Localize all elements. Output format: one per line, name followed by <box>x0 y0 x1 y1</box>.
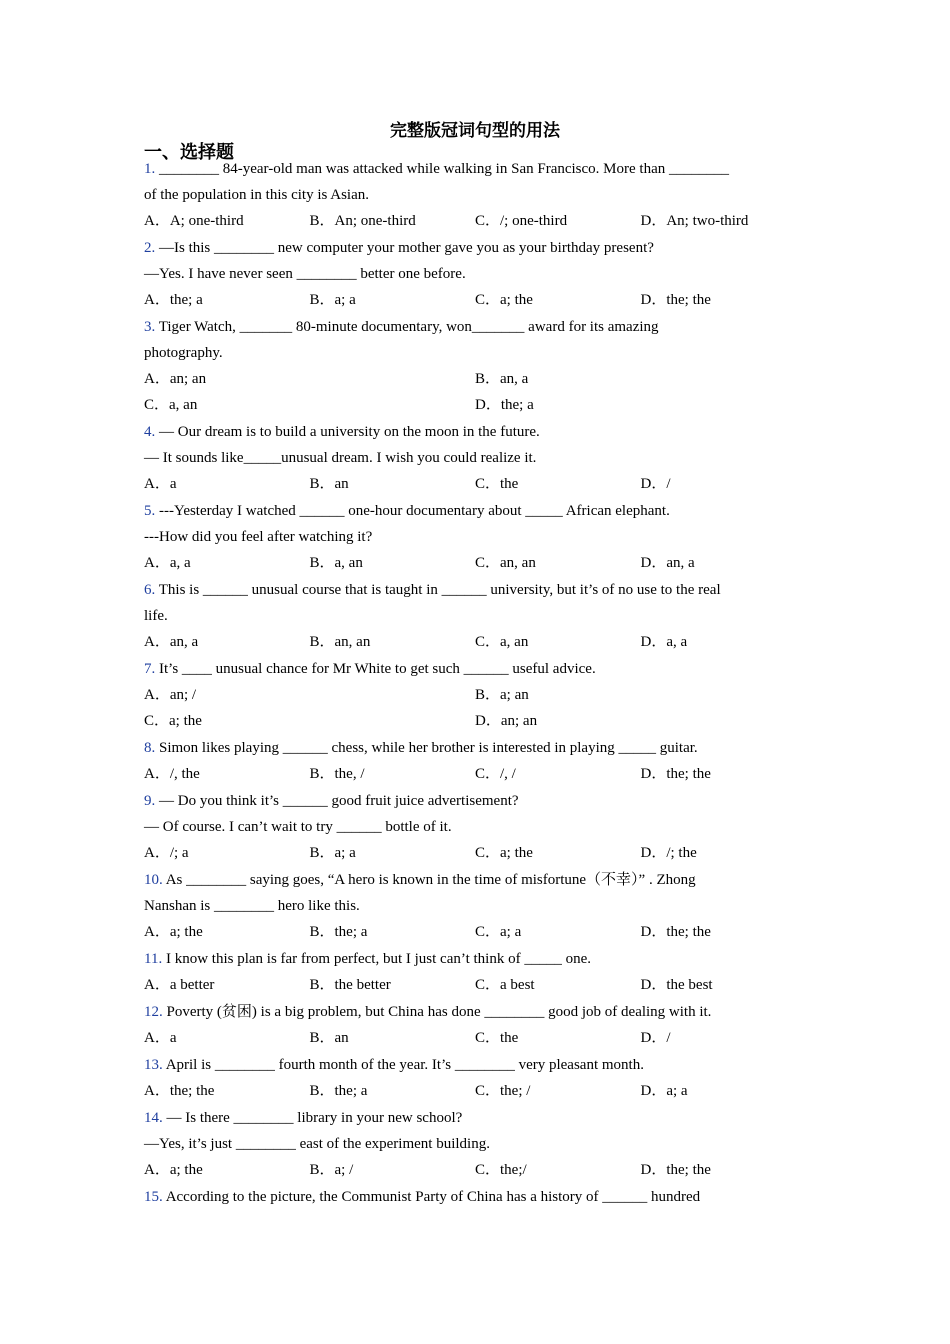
answer-option[interactable]: C．a; the <box>475 845 533 861</box>
question-text: It’s ____ unusual chance for Mr White to get such ______ useful advice. <box>159 661 596 677</box>
question-text: life. <box>144 608 168 624</box>
answer-option[interactable]: D．the; a <box>475 397 534 413</box>
question-text: photography. <box>144 345 223 361</box>
answer-option[interactable]: D．the; the <box>640 766 711 782</box>
answer-option[interactable]: A．an; an <box>144 371 207 387</box>
answer-option[interactable]: C．/, / <box>475 766 516 782</box>
question-item <box>144 419 808 498</box>
answer-option[interactable]: B．an, a <box>475 371 529 387</box>
question-stem <box>144 498 808 524</box>
question-stem <box>144 1105 808 1131</box>
answer-option[interactable]: C．the;/ <box>475 1162 527 1178</box>
answer-options <box>144 708 808 734</box>
answer-option[interactable]: D．/ <box>640 476 671 492</box>
answer-option[interactable]: A．an, a <box>144 634 199 650</box>
page-title: 完整版冠词句型的用法 <box>390 121 560 140</box>
answer-option[interactable]: C．/; one-third <box>475 213 568 229</box>
question-text: of the population in this city is Asian. <box>144 187 369 203</box>
answer-option[interactable]: D．/; the <box>640 845 697 861</box>
question-text: ________ 84-year-old man was attacked while walking in San Francisco. More than ________ <box>159 161 729 177</box>
answer-option[interactable]: D．an, a <box>640 555 695 571</box>
answer-option[interactable]: D．/ <box>640 1030 671 1046</box>
question-number: 14. <box>144 1110 163 1126</box>
answer-options <box>144 471 808 497</box>
question-stem-continued <box>144 524 808 550</box>
answer-option[interactable]: A．the; a <box>144 292 203 308</box>
answer-option[interactable]: D．the best <box>640 977 713 993</box>
question-text: — Our dream is to build a university on the moon in the future. <box>159 424 540 440</box>
question-stem-continued <box>144 893 808 919</box>
answer-option[interactable]: B．the better <box>309 977 391 993</box>
answer-options <box>144 1025 808 1051</box>
question-text: I know this plan is far from perfect, but I just can’t think of _____ one. <box>165 951 591 967</box>
question-text: — Is there ________ library in your new school? <box>166 1110 463 1126</box>
question-item <box>144 235 808 314</box>
question-item <box>144 1052 808 1105</box>
question-item <box>144 1184 808 1211</box>
question-stem <box>144 156 808 182</box>
question-stem <box>144 867 808 893</box>
question-number: 6. <box>144 582 156 598</box>
answer-option[interactable]: C．the <box>475 1030 519 1046</box>
question-item <box>144 577 808 656</box>
answer-option[interactable]: A．a, a <box>144 555 191 571</box>
question-text: Tiger Watch, _______ 80-minute documentary, won_______ award for its amazing <box>158 319 659 335</box>
answer-options <box>144 840 808 866</box>
question-text: As ________ saying goes, “A hero is known in the time of misfortune（不幸）” . Zhong <box>165 872 696 888</box>
answer-option[interactable]: C．a, an <box>144 397 198 413</box>
answer-options <box>144 392 808 418</box>
answer-options <box>144 629 808 655</box>
question-text: — Do you think it’s ______ good fruit juice advertisement? <box>159 793 519 809</box>
question-text: Poverty (贫困) is a big problem, but China has done ________ good job of dealing with it. <box>166 1004 712 1020</box>
question-item <box>144 498 808 577</box>
answer-option[interactable]: C．a; the <box>144 713 202 729</box>
question-number: 15. <box>144 1189 163 1205</box>
question-number: 4. <box>144 424 156 440</box>
answer-option[interactable]: D．An; two-third <box>640 213 749 229</box>
answer-option[interactable]: D．the; the <box>640 292 711 308</box>
question-stem <box>144 999 808 1025</box>
answer-option[interactable]: A．a better <box>144 977 215 993</box>
question-stem <box>144 235 808 261</box>
question-item <box>144 946 808 999</box>
answer-options <box>144 208 808 234</box>
question-stem <box>144 946 808 972</box>
question-number: 12. <box>144 1004 163 1020</box>
answer-option[interactable]: B．an, an <box>309 634 371 650</box>
answer-option[interactable]: D．a; a <box>640 1083 688 1099</box>
answer-option[interactable]: C．a, an <box>475 634 529 650</box>
question-text: Nanshan is ________ hero like this. <box>144 898 360 914</box>
question-text: — It sounds like_____unusual dream. I wish you could realize it. <box>144 450 537 466</box>
question-text: ---Yesterday I watched ______ one-hour documentary about _____ African elephant. <box>159 503 670 519</box>
answer-option[interactable]: D．an; an <box>475 713 538 729</box>
question-item <box>144 656 808 735</box>
answer-option[interactable]: B．the; a <box>309 924 368 940</box>
answer-option[interactable]: D．the; the <box>640 1162 711 1178</box>
answer-option[interactable]: B．An; one-third <box>309 213 416 229</box>
answer-option[interactable]: B．a; a <box>309 292 356 308</box>
question-number: 5. <box>144 503 156 519</box>
answer-options <box>144 682 808 708</box>
question-text: According to the picture, the Communist Party of China has a history of ______ hundred <box>165 1189 701 1205</box>
answer-option[interactable]: B．the; a <box>309 1083 368 1099</box>
question-text: —Yes. I have never seen ________ better one before. <box>144 266 466 282</box>
question-stem <box>144 788 808 814</box>
answer-options <box>144 550 808 576</box>
question-text: — Of course. I can’t wait to try ______ bottle of it. <box>144 819 452 835</box>
answer-option[interactable]: C．a; the <box>475 292 533 308</box>
answer-option[interactable]: A．a <box>144 1030 177 1046</box>
answer-option[interactable]: D．a, a <box>640 634 688 650</box>
answer-option[interactable]: B．a; / <box>309 1162 354 1178</box>
question-stem <box>144 735 808 761</box>
answer-options <box>144 1157 808 1183</box>
question-stem <box>144 1052 808 1078</box>
answer-option[interactable]: A．a; the <box>144 924 203 940</box>
question-stem-continued <box>144 1131 808 1157</box>
question-item <box>144 156 808 235</box>
question-number: 8. <box>144 740 156 756</box>
question-number: 10. <box>144 872 163 888</box>
question-item <box>144 867 808 946</box>
answer-option[interactable]: A．a; the <box>144 1162 203 1178</box>
answer-option[interactable]: B．a, an <box>309 555 363 571</box>
question-stem-continued <box>144 182 808 208</box>
answer-option[interactable]: A．/, the <box>144 766 200 782</box>
question-number: 11. <box>144 951 163 967</box>
answer-option[interactable]: A．/; a <box>144 845 189 861</box>
question-stem-continued <box>144 261 808 287</box>
question-stem <box>144 314 808 340</box>
answer-option[interactable]: C．a best <box>475 977 535 993</box>
answer-option[interactable]: B．a; a <box>309 845 356 861</box>
question-stem <box>144 1184 808 1210</box>
question-stem-continued <box>144 603 808 629</box>
question-stem <box>144 577 808 603</box>
question-number: 7. <box>144 661 156 677</box>
question-list <box>144 156 808 1211</box>
question-item <box>144 314 808 419</box>
question-text: This is ______ unusual course that is taught in ______ university, but it’s of no use to the real <box>158 582 721 598</box>
question-number: 9. <box>144 793 156 809</box>
question-stem <box>144 419 808 445</box>
answer-option[interactable]: C．the <box>475 476 519 492</box>
answer-option[interactable]: B．an <box>309 1030 349 1046</box>
answer-option[interactable]: A．a <box>144 476 177 492</box>
question-text: —Yes, it’s just ________ east of the experiment building. <box>144 1136 490 1152</box>
answer-option[interactable]: A．an; / <box>144 687 197 703</box>
question-number: 3. <box>144 319 156 335</box>
answer-option[interactable]: C．an, an <box>475 555 536 571</box>
answer-options <box>144 1078 808 1104</box>
question-text: —Is this ________ new computer your mother gave you as your birthday present? <box>159 240 654 256</box>
answer-options <box>144 287 808 313</box>
answer-option[interactable]: C．the; / <box>475 1083 531 1099</box>
answer-options <box>144 919 808 945</box>
question-text: Simon likes playing ______ chess, while her brother is interested in playing _____ guitar. <box>159 740 698 756</box>
answer-option[interactable]: B．the, / <box>309 766 365 782</box>
question-stem-continued <box>144 340 808 366</box>
question-stem <box>144 656 808 682</box>
answer-options <box>144 366 808 392</box>
question-number: 13. <box>144 1057 163 1073</box>
section-heading: 一、选择题 <box>144 142 234 162</box>
answer-option[interactable]: D．the; the <box>640 924 711 940</box>
question-text: ---How did you feel after watching it? <box>144 529 373 545</box>
question-stem-continued <box>144 814 808 840</box>
question-number: 2. <box>144 240 156 256</box>
question-item <box>144 999 808 1052</box>
answer-option[interactable]: A．the; the <box>144 1083 215 1099</box>
answer-option[interactable]: C．a; a <box>475 924 522 940</box>
answer-options <box>144 761 808 787</box>
question-item <box>144 1105 808 1184</box>
answer-option[interactable]: A．A; one-third <box>144 213 244 229</box>
answer-options <box>144 972 808 998</box>
question-text: April is ________ fourth month of the year. It’s ________ very pleasant month. <box>165 1057 644 1073</box>
question-number: 1. <box>144 161 156 177</box>
answer-option[interactable]: B．a; an <box>475 687 529 703</box>
question-stem-continued <box>144 445 808 471</box>
question-item <box>144 735 808 788</box>
answer-option[interactable]: B．an <box>309 476 349 492</box>
question-item <box>144 788 808 867</box>
